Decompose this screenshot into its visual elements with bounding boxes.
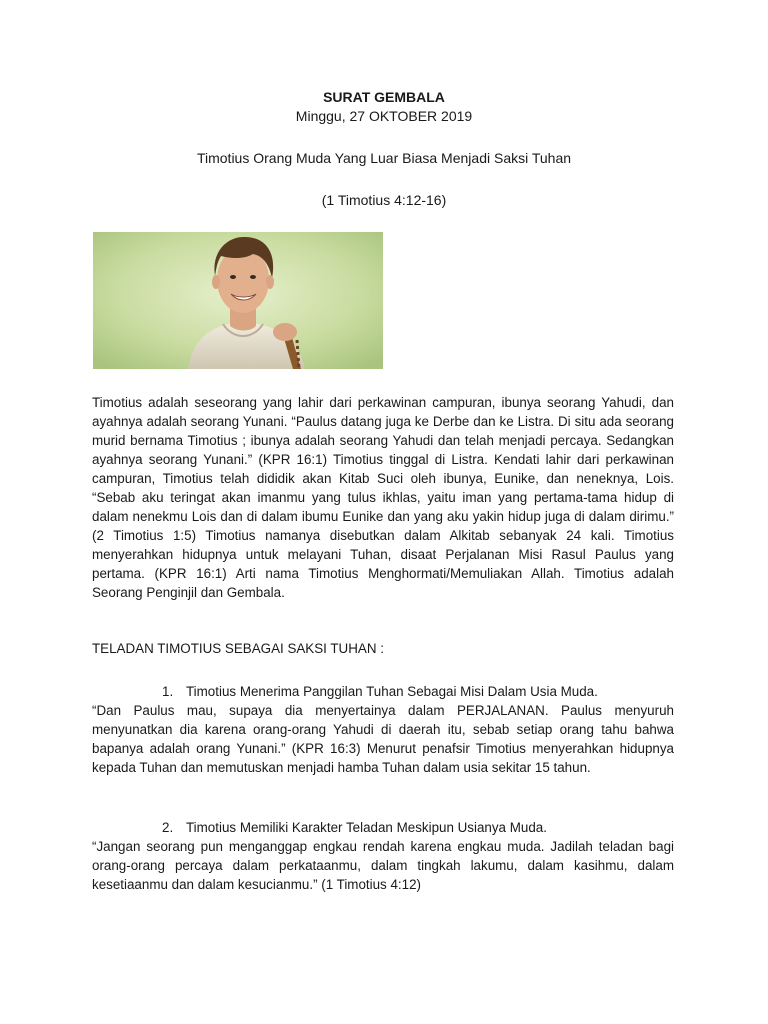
list-item-number: 1. — [162, 684, 174, 699]
timothy-portrait-illustration — [93, 232, 383, 369]
list-item-body: “Dan Paulus mau, supaya dia menyertainya dalam PERJALANAN. Paulus menyuruh menyunatkan dia karena orang-orang Yahudi di daerah itu, sebab setiap orang tahu bahwa bapanya adalah orang Yunani.” (KPR 16:3) Menurut penafsir Timotius menyerahkan hidupnya kepada Tuhan dan memutuskan menjadi hamba Tuhan dalam usia sekitar 15 tahun. — [92, 703, 674, 775]
list-item-title — [162, 682, 598, 701]
timothy-portrait-image — [93, 232, 383, 369]
scripture-reference: (1 Timotius 4:12-16) — [321, 192, 447, 208]
list-item-body: “Jangan seorang pun menganggap engkau rendah karena engkau muda. Jadilah teladan bagi orang-orang percaya dalam perkataanmu, dalam tingkah lakumu, dalam kasihmu, dalam kesetiaanmu dan dalam kesucianmu.” (1 Timotius 4:12) — [92, 839, 674, 892]
intro-paragraph: Timotius adalah seseorang yang lahir dari perkawinan campuran, ibunya seorang Yahudi, dan ayahnya adalah seorang Yunani. “Paulus datang juga ke Derbe dan ke Listra. Di situ ada seorang murid bernama Timotius ; ibunya adalah seorang Yahudi dan telah menjadi percaya. Sedangkan ayahnya seorang Yunani.” (KPR 16:1) Timotius tinggal di Listra. Kendati lahir dari perkawinan campuran, Timotius telah dididik akan Kitab Suci oleh ibunya, Eunike, dan neneknya, Lois. “Sebab aku teringat akan imanmu yang tulus ikhlas, yaitu iman yang pertama-tama hidup di dalam nenekmu Lois dan di dalam ibumu Eunike dan yang aku yakin hidup juga di dalam dirimu.” (2 Timotius 1:5) Timotius namanya disebutkan dalam Alkitab sebanyak 24 kali. Timotius menyerahkan hidupnya untuk melayani Tuhan, disaat Perjalanan Misi Rasul Paulus yang pertama. (KPR 16:1) Arti nama Timotius Menghormati/Memuliakan Allah. Timotius adalah Seorang Penginjil dan Gembala. — [92, 395, 674, 600]
list-item-number: 2. — [162, 820, 174, 835]
sermon-subtitle: Timotius Orang Muda Yang Luar Biasa Menjadi Saksi Tuhan — [196, 150, 572, 166]
sermon-date: Minggu, 27 OKTOBER 2019 — [295, 108, 473, 124]
list-item-title — [162, 818, 547, 837]
page-title: SURAT GEMBALA — [323, 89, 445, 105]
list-item-title-text: Timotius Memiliki Karakter Teladan Meskipun Usianya Muda. — [186, 820, 547, 835]
list-item-title-text: Timotius Menerima Panggilan Tuhan Sebagai Misi Dalam Usia Muda. — [186, 684, 598, 699]
section-heading: TELADAN TIMOTIUS SEBAGAI SAKSI TUHAN : — [92, 641, 384, 656]
